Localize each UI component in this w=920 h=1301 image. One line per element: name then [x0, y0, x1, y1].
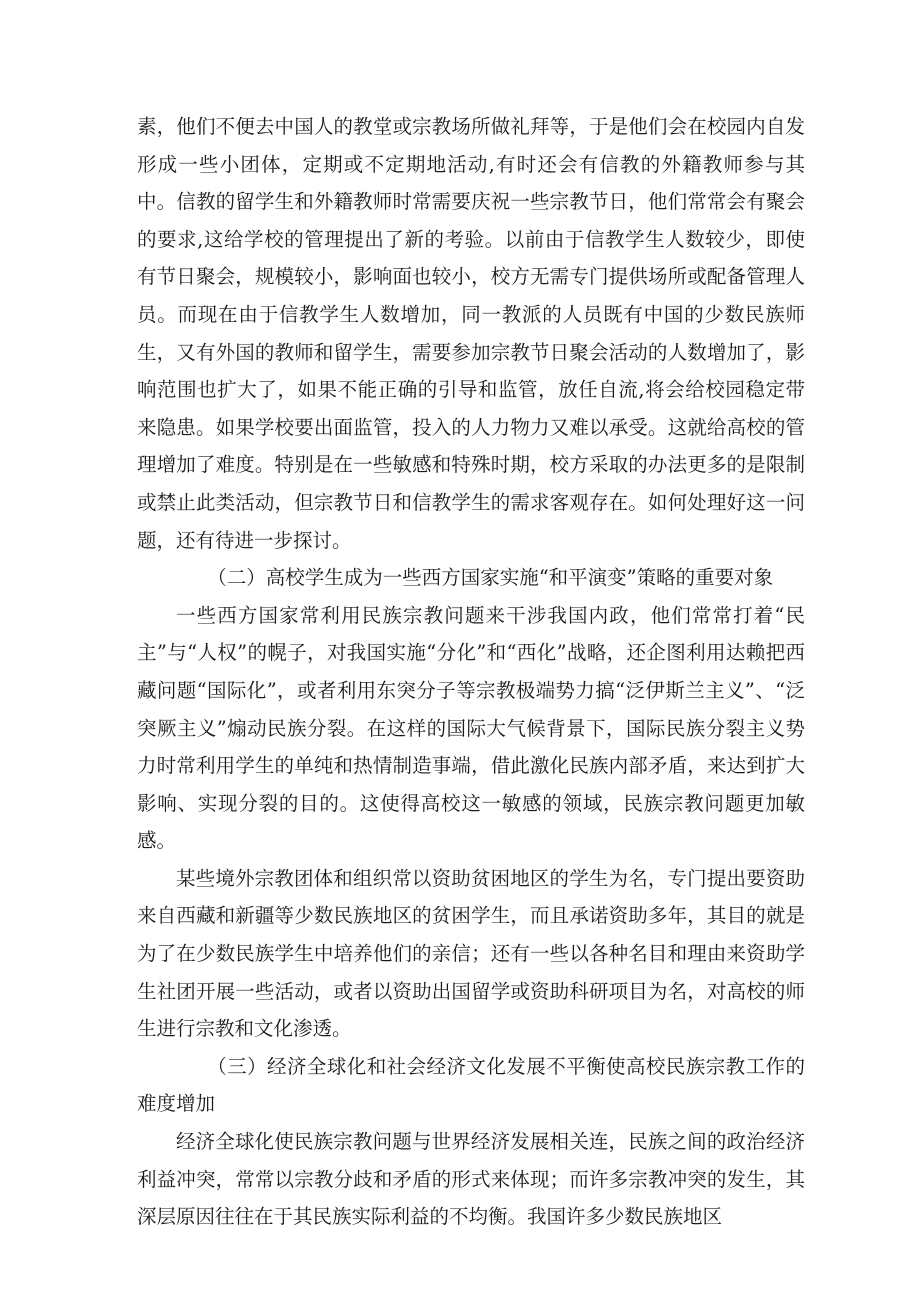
section-heading-2: （二）高校学生成为一些西方国家实施“和平演变”策略的重要对象 — [207, 566, 774, 590]
paragraph-continuation: 素，他们不便去中国人的教堂或宗教场所做礼拜等，于是他们会在校园内自发形成一些小团体，定期或不定期地活动,有时还会有信教的外籍教师参与其中。信教的留学生和外籍教师时常需要庆祝一些宗教节日，他们常常会有聚会的要求,这给学校的管理提出了新的考验。以前由于信教学生人数较少，即使有节日聚会，规模较小，影响面也较小，校方无需专门提供场所或配备管理人员。而现在由于信教学生人数增加，同一教派的人员既有中国的少数民族师生，又有外国的教师和留学生，需要参加宗教节日聚会活动的人数增加了，影响范围也扩大了，如果不能正确的引导和监管，放任自流,将会给校园稳定带来隐患。如果学校要出面监管，投入的人力物力又难以承受。这就给高校的管理增加了难度。特别是在一些敏感和特殊时期，校方采取的办法更多的是限制或禁止此类活动，但宗教节日和信教学生的需求客观存在。如何处理好这一问题，还有待进一步探讨。 — [137, 115, 805, 552]
paragraph-globalization: 经济全球化使民族宗教问题与世界经济发展相关连，民族之间的政治经济利益冲突，常常以宗教分歧和矛盾的形式来体现；而许多宗教冲突的发生，其深层原因往往在于其民族实际利益的不均衡。我国许多少数民族地区 — [137, 1130, 805, 1229]
section-heading-3: （三）经济全球化和社会经济文化发展不平衡使高校民族宗教工作的难度增加 — [137, 1054, 805, 1116]
paragraph-foreign-interference: 一些西方国家常利用民族宗教问题来干涉我国内政，他们常常打着“民主”与“人权”的幌子，对我国实施“分化”和“西化”战略，还企图利用达赖把西藏问题“国际化”，或者利用东突分子等宗教极端势力搞“泛伊斯兰主义”、“泛突厥主义”煽动民族分裂。在这样的国际大气候背景下，国际民族分裂主义势力时常利用学生的单纯和热情制造事端，借此激化民族内部矛盾，来达到扩大影响、实现分裂的目的。这使得高校这一敏感的领域，民族宗教问题更加敏感。 — [137, 603, 805, 853]
document-body — [137, 108, 805, 1236]
paragraph-religious-funding: 某些境外宗教团体和组织常以资助贫困地区的学生为名，专门提出要资助来自西藏和新疆等少数民族地区的贫困学生，而且承诺资助多年，其目的就是为了在少数民族学生中培养他们的亲信；还有一些以各种名目和理由来资助学生社团开展一些活动，或者以资助出国留学或资助科研项目为名，对高校的师生进行宗教和文化渗透。 — [137, 866, 805, 1041]
